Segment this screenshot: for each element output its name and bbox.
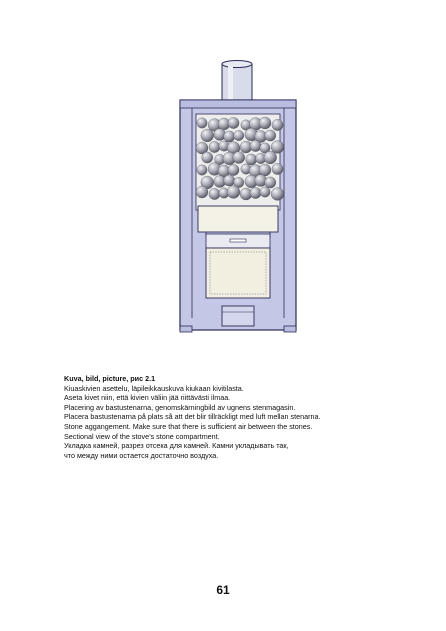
heat-panel bbox=[198, 206, 278, 232]
stone-3 bbox=[228, 117, 239, 128]
stone-27 bbox=[246, 154, 257, 165]
chimney-pipe bbox=[222, 61, 252, 103]
stone-14 bbox=[265, 130, 276, 141]
stone-30 bbox=[197, 165, 207, 175]
caption-line-fi-1: Kiuaskivien asettelu, läpileikkauskuva kiukaan kivitilasta. bbox=[64, 383, 244, 393]
caption-line-en-1: Stone aggangement. Make sure that there is sufficient air between the stones. bbox=[64, 421, 313, 431]
stone-48 bbox=[227, 186, 240, 199]
stone-36 bbox=[259, 164, 271, 176]
stone-8 bbox=[201, 129, 214, 142]
stone-45 bbox=[196, 186, 208, 198]
caption-line-fi-2: Aseta kivet niin, että kivien väliin jää riittävästi ilmaa. bbox=[64, 393, 231, 403]
stone-29 bbox=[264, 151, 277, 164]
stone-0 bbox=[197, 118, 207, 128]
stone-33 bbox=[228, 164, 239, 175]
stone-50 bbox=[250, 187, 261, 198]
stone-52 bbox=[271, 188, 284, 201]
caption-line-ru-2: что между ними остается достаточно воздуха. bbox=[64, 450, 219, 460]
page-number: 61 bbox=[216, 583, 230, 597]
ash-drawer bbox=[222, 306, 254, 326]
stone-10 bbox=[224, 131, 235, 142]
stone-11 bbox=[234, 130, 244, 140]
caption-line-en-2: Sectional view of the stove’s stone compartment. bbox=[64, 431, 220, 441]
stone-44 bbox=[265, 177, 276, 188]
stone-37 bbox=[272, 163, 283, 174]
caption-line-sv-1: Placering av bastustenarna, genomskärningbild av ugnens stenmagasin. bbox=[64, 402, 296, 412]
stone-22 bbox=[271, 141, 284, 154]
stone-46 bbox=[209, 188, 220, 199]
stone-20 bbox=[250, 140, 261, 151]
caption-line-sv-2: Placera bastustenarna på plats så att det blir tillräckligt med luft mellan stenarna. bbox=[64, 412, 321, 422]
stone-6 bbox=[259, 117, 271, 129]
firebox bbox=[206, 248, 270, 298]
stone-40 bbox=[224, 175, 235, 186]
caption-line-ru-1: Укладка камней, разрез отсека для камней. Камни укладывать так, bbox=[64, 441, 289, 451]
stone-23 bbox=[202, 152, 213, 163]
stone-51 bbox=[260, 187, 270, 197]
stone-16 bbox=[209, 141, 220, 152]
caption-title: Kuva, bild, picture, рис 2.1 bbox=[64, 374, 156, 383]
stone-7 bbox=[272, 119, 283, 130]
stone-26 bbox=[233, 152, 245, 164]
figure-caption bbox=[64, 374, 404, 460]
stove-cross-section-figure bbox=[176, 56, 300, 336]
